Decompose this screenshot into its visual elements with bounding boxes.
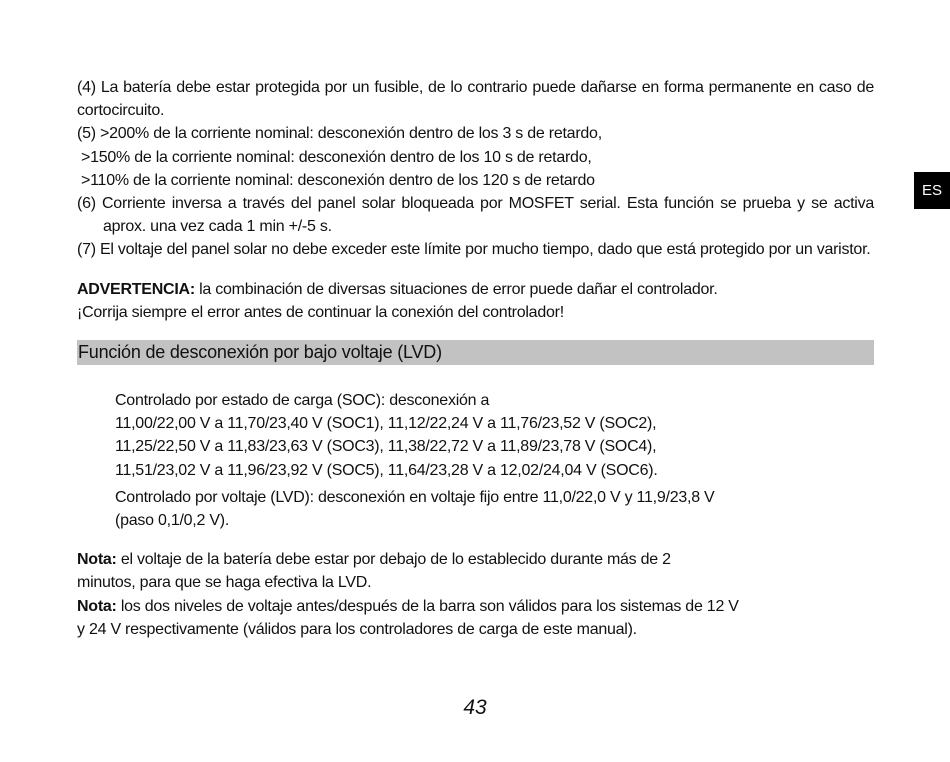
manual-page-content xyxy=(77,76,874,641)
soc-values-line-3: 11,51/23,02 V a 11,96/23,92 V (SOC5), 11,64/23,28 V a 12,02/24,04 V (SOC6). xyxy=(115,461,658,479)
footnote-7: (7) El voltaje del panel solar no debe exceder este límite por mucho tiempo, dado que está protegido por un varistor. xyxy=(77,241,871,259)
soc-values-line-1: 11,00/22,00 V a 11,70/23,40 V (SOC1), 11,12/22,24 V a 11,76/23,52 V (SOC2), xyxy=(115,415,657,433)
note-2-label: Nota: xyxy=(77,597,117,615)
note-2-line-2: y 24 V respectivamente (válidos para los controladores de carga de este manual). xyxy=(77,620,637,638)
language-tab: ES xyxy=(914,172,950,209)
footnote-4: (4) La batería debe estar protegida por un fusible, de lo contrario puede dañarse en forma permanente en caso de cortocircuito. xyxy=(77,79,874,120)
footnotes-list xyxy=(77,76,874,262)
voltage-control-line-2: (paso 0,1/0,2 V). xyxy=(115,512,230,530)
warning-text-1: la combinación de diversas situaciones de error puede dañar el controlador. xyxy=(194,280,718,298)
warning-line-1 xyxy=(77,278,874,301)
note-1-text: el voltaje de la batería debe estar por debajo de lo establecido durante más de 2 xyxy=(116,551,671,569)
footnote-5-line-1: (5) >200% de la corriente nominal: desconexión dentro de los 3 s de retardo, xyxy=(77,125,602,143)
note-2-line-1 xyxy=(77,595,874,618)
note-2-text: los dos niveles de voltaje antes/después de la barra son válidos para los sistemas de 12 V xyxy=(116,597,739,615)
soc-values-line-2: 11,25/22,50 V a 11,83/23,63 V (SOC3), 11,38/22,72 V a 11,89/23,78 V (SOC4), xyxy=(115,438,657,456)
footnote-5-line-2: >150% de la corriente nominal: desconexión dentro de los 10 s de retardo, xyxy=(81,148,592,166)
note-1-line-2: minutos, para que se haga efectiva la LVD. xyxy=(77,574,372,592)
voltage-control-line-1: Controlado por voltaje (LVD): desconexión en voltaje fijo entre 11,0/22,0 V y 11,9/23,8 V xyxy=(115,488,715,506)
warning-line-2: ¡Corrija siempre el error antes de continuar la conexión del controlador! xyxy=(77,303,564,321)
footnote-5-line-3: >110% de la corriente nominal: desconexión dentro de los 120 s de retardo xyxy=(81,171,595,189)
section-heading: Función de desconexión por bajo voltaje (LVD) xyxy=(77,340,874,365)
footnote-6: (6) Corriente inversa a través del panel solar bloqueada por MOSFET serial. Esta función se prueba y se activa aprox. una vez cada 1 min +/-5 s. xyxy=(77,195,874,236)
note-1-label: Nota: xyxy=(77,551,117,569)
lvd-description xyxy=(77,389,874,532)
notes-block xyxy=(77,548,874,641)
warning-label: ADVERTENCIA: xyxy=(77,280,195,298)
note-1-line-1 xyxy=(77,548,874,571)
page-number: 43 xyxy=(463,696,487,719)
warning-block xyxy=(77,278,874,324)
soc-intro: Controlado por estado de carga (SOC): desconexión a xyxy=(115,392,490,410)
